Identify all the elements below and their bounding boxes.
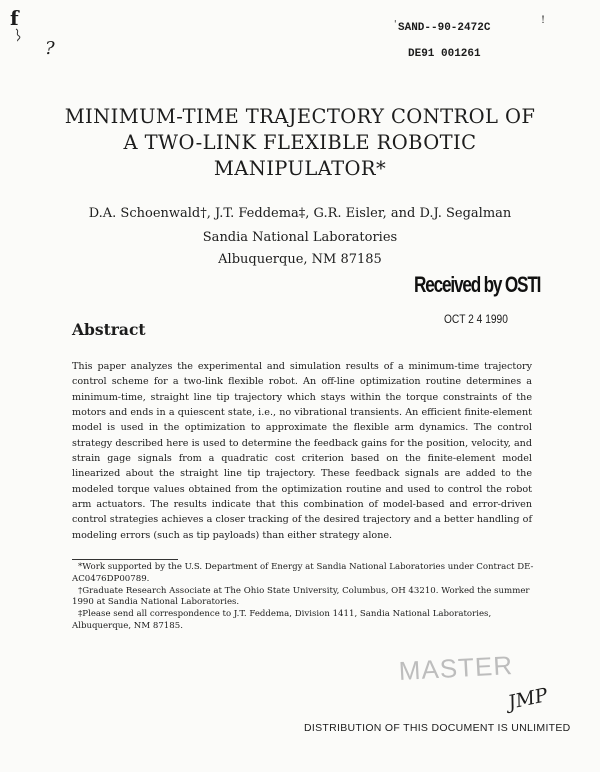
handwritten-squiggle-icon [14,28,22,42]
corner-mark: f [10,6,19,30]
handwritten-initials: JMP [506,684,550,714]
paper-title [40,104,560,182]
abstract-heading: Abstract [72,320,146,339]
master-stamp: MASTER [398,650,514,686]
author-list: D.A. Schoenwald†, J.T. Feddema‡, G.R. Eisler, and D.J. Segalman [88,206,512,221]
footnote-author-affiliation: †Graduate Research Associate at The Ohio State University, Columbus, OH 43210. Worked the summer 1990 at Sandia National Laboratories. [72,585,530,608]
affiliation-location: Albuquerque, NM 87185 [218,252,382,267]
title-line-3: MANIPULATOR* [213,157,387,180]
affiliation: Sandia National Laboratories [202,230,398,245]
abstract-body: This paper analyzes the experimental and simulation results of a minimum-time trajectory control scheme for a two-link flexible robot. An off-line optimization routine determines a minimum-time, straight line tip trajectory which stays within the torque constraints of the motors and ends in a quiescent state, i.e., no vibrational transients. An efficient finite-element model is used in the optimization to approximate the flexible arm dynamics. The control strategy described here is used to determine the feedback gains for the position, velocity, and strain gage signals from a quadratic cost criterion based on the finite-element model linearized about the straight line tip trajectory. These feedback signals are added to the modeled torque values obtained from the optimization routine and used to control the robot arm actuators. The results indicate that this combination of model-based and error-driven control strategies achieves a closer tracking of the desired trajectory and a better handling of modeling errors (such as tip payloads) than either strategy alone. [72,361,532,541]
report-number: SAND--90-2472C [398,22,491,34]
distribution-statement: DISTRIBUTION OF THIS DOCUMENT IS UNLIMITED [304,722,571,734]
footnote-funding: *Work supported by the U.S. Department of Energy at Sandia National Laboratories under Contract DE-AC0476DP00789. [72,562,534,584]
footnote-correspondence: ‡Please send all correspondence to J.T. Feddema, Division 1411, Sandia National Laboratories, Albuquerque, NM 87185. [72,609,492,631]
footnote-divider [72,559,178,560]
handwritten-symbol: ? [45,38,55,59]
title-line-2: A TWO-LINK FLEXIBLE ROBOTIC [123,131,477,154]
received-date: OCT 2 4 1990 [444,312,508,326]
document-id: DE91 001261 [408,48,481,60]
received-stamp: Received by OSTI [414,272,541,297]
stray-mark: ! [541,15,546,26]
title-line-1: MINIMUM-TIME TRAJECTORY CONTROL OF [64,105,536,128]
footnotes [72,562,534,633]
report-quote-mark: ' [394,20,397,30]
